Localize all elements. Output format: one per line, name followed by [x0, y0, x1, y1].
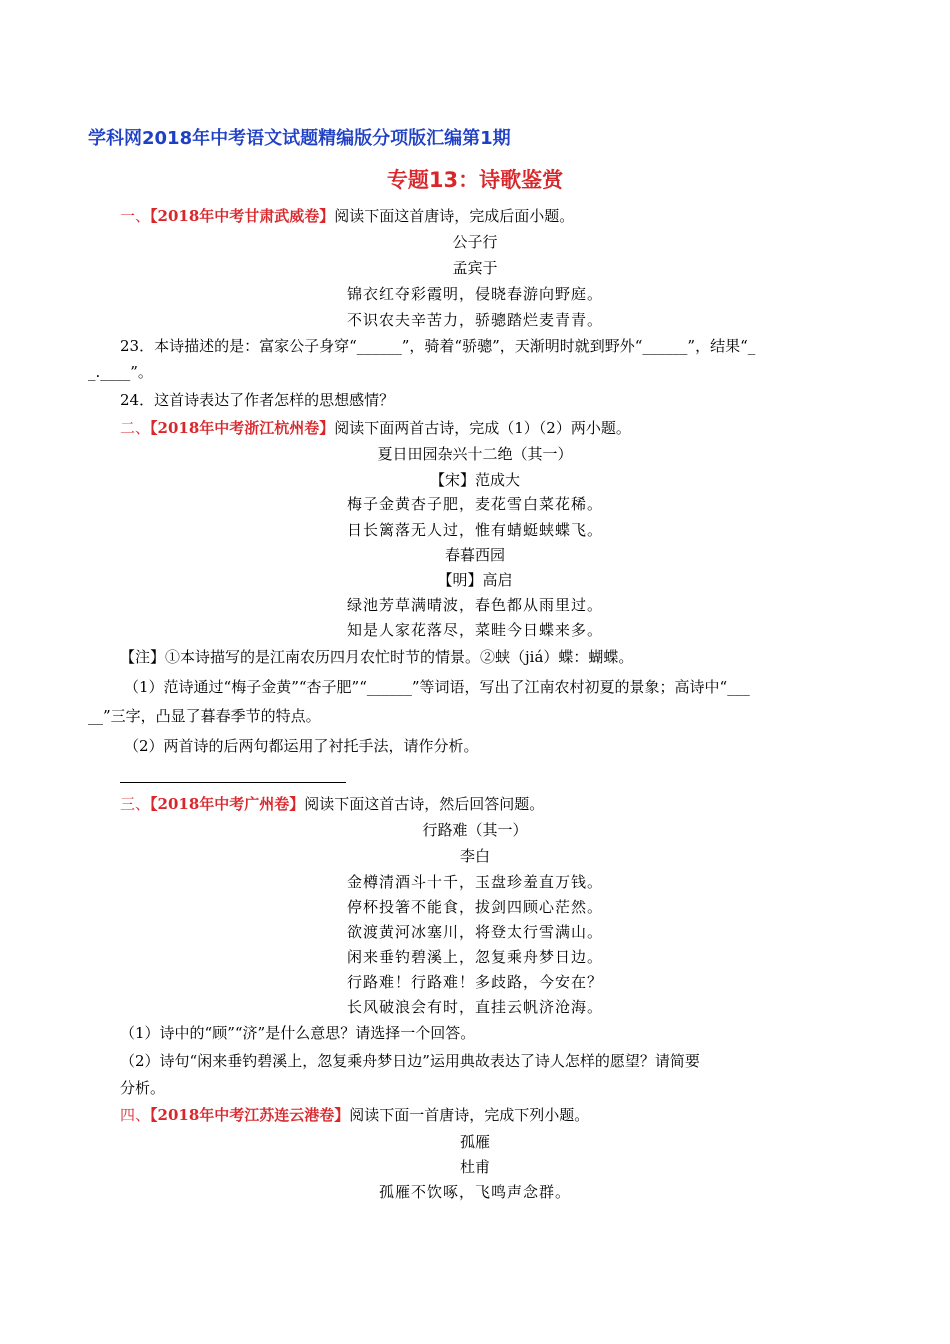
section-instruction: 阅读下面这首唐诗，完成后面小题。: [334, 207, 575, 225]
section-source: 【2018年中考江苏连云港卷】: [150, 1106, 350, 1124]
poem-author: 【宋】范成大: [429, 471, 520, 489]
section-4-heading: [120, 1105, 589, 1125]
section-number: 一、: [120, 207, 151, 225]
document-header: 学科网2018年中考语文试题精编版分项版汇编第1期: [88, 128, 511, 149]
section-source: 【2018年中考广州卷】: [150, 795, 305, 813]
section-source: 【2018年中考浙江杭州卷】: [150, 419, 335, 437]
question-3-1: （1）诗中的“顾”“济”是什么意思？请选择一个回答。: [120, 1024, 476, 1042]
question-23-continued: _.____”。: [88, 363, 153, 381]
question-3-2-continued: 分析。: [120, 1079, 166, 1097]
poem-author: 孟宾于: [452, 259, 498, 277]
section-1-heading: [120, 206, 574, 226]
poem-line: 孤雁不饮啄，飞鸣声念群。: [378, 1183, 571, 1201]
poem-line: 欲渡黄河冰塞川，将登太行雪满山。: [346, 923, 603, 941]
question-24: 24．这首诗表达了作者怎样的思想感情？: [120, 391, 395, 409]
poem-author: 【明】高启: [437, 571, 513, 589]
poem-line: 停杯投箸不能食，拔剑四顾心茫然。: [346, 898, 603, 916]
question-23: 23．本诗描述的是：富家公子身穿“______”，骑着“骄骢”，天渐明时就到野外“______”，结果“_: [120, 337, 756, 355]
section-3-heading: [120, 794, 544, 814]
poem-line: 日长篱落无人过，惟有蜻蜓蛱蝶飞。: [346, 521, 603, 539]
poem-title: 春暮西园: [444, 546, 505, 564]
question-2-1-continued: __”三字，凸显了暮春季节的特点。: [88, 707, 321, 725]
poem-author: 李白: [459, 847, 490, 865]
poem-line: 知是人家花落尽，菜畦今日蝶来多。: [346, 621, 603, 639]
section-number: 三、: [120, 795, 151, 813]
annotation-note: 【注】①本诗描写的是江南农历四月农忙时节的情景。②蛱（jiá）蝶：蝴蝶。: [120, 648, 634, 666]
section-instruction: 阅读下面两首古诗，完成（1）（2）两小题。: [334, 419, 631, 437]
question-2-1: （1）范诗通过“梅子金黄”“杏子肥”“______”等词语，写出了江南农村初夏的景象；高诗中“___: [124, 678, 750, 696]
poem-line: 梅子金黄杏子肥，麦花雪白菜花稀。: [346, 495, 603, 513]
section-number: 二、: [120, 419, 151, 437]
poem-title: 孤雁: [459, 1133, 490, 1151]
poem-line: 长风破浪会有时，直挂云帆济沧海。: [346, 998, 603, 1016]
poem-title: 夏日田园杂兴十二绝（其一）: [377, 445, 573, 463]
page-title: 专题13：诗歌鉴赏: [386, 168, 564, 192]
poem-line: 金樽清酒斗十千，玉盘珍羞直万钱。: [346, 873, 603, 891]
poem-line: 不识农夫辛苦力，骄骢踏烂麦青青。: [346, 311, 603, 329]
section-instruction: 阅读下面一首唐诗，完成下列小题。: [349, 1106, 590, 1124]
poem-line: 绿池芳草满晴波，春色都从雨里过。: [346, 596, 603, 614]
section-instruction: 阅读下面这首古诗，然后回答问题。: [304, 795, 545, 813]
section-source: 【2018年中考甘肃武威卷】: [150, 207, 335, 225]
poem-title: 行路难（其一）: [422, 821, 528, 839]
poem-line: 闲来垂钓碧溪上，忽复乘舟梦日边。: [346, 948, 603, 966]
poem-line: 锦衣红夺彩霞明，侵晓春游向野庭。: [346, 285, 603, 303]
answer-line: [120, 782, 346, 783]
section-number: 四、: [120, 1106, 151, 1124]
question-2-2: （2）两首诗的后两句都运用了衬托手法，请作分析。: [124, 737, 479, 755]
poem-author: 杜甫: [459, 1158, 490, 1176]
poem-title: 公子行: [452, 233, 498, 251]
poem-line: 行路难！行路难！多歧路，今安在？: [346, 973, 603, 991]
question-3-2: （2）诗句“闲来垂钓碧溪上，忽复乘舟梦日边”运用典故表达了诗人怎样的愿望？请简要: [120, 1052, 700, 1070]
section-2-heading: [120, 418, 631, 438]
